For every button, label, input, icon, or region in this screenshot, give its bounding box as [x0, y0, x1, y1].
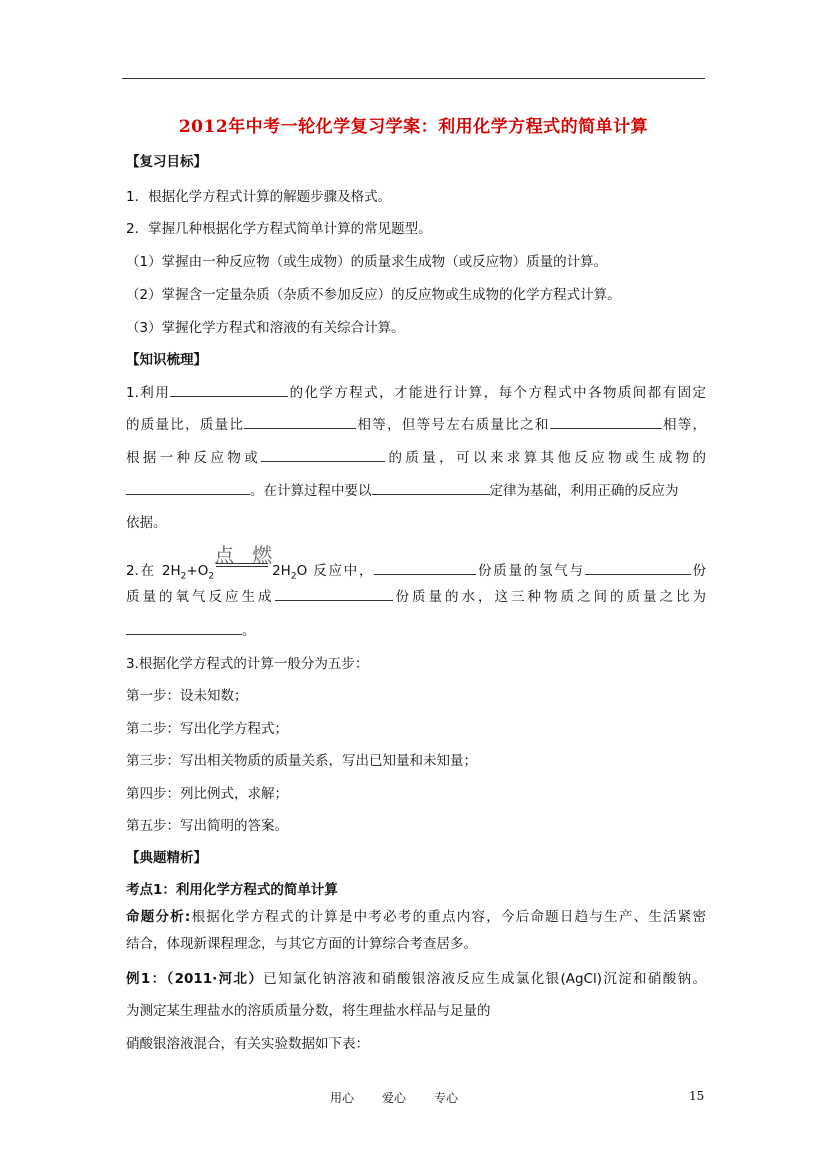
- kaodian-title: 考点1：利用化学方程式的简单计算: [126, 882, 338, 898]
- knowledge-2-line-2: [126, 585, 706, 605]
- fill-blank[interactable]: [126, 482, 250, 495]
- fill-blank[interactable]: [244, 416, 356, 429]
- step-item: 第二步：写出化学方程式；: [126, 721, 288, 737]
- fill-blank[interactable]: [550, 416, 662, 429]
- text: 质量的氧气反应生成: [126, 589, 275, 605]
- example1-label: 例1：（2011·河北）: [126, 971, 264, 987]
- text: 1.利用: [126, 385, 171, 401]
- knowledge-1-line-5: 依据。: [126, 515, 167, 531]
- text: 份质量的水，这三种物质之间的质量之比为: [392, 589, 706, 605]
- example1-line-1: [126, 967, 706, 987]
- text: 反应中，: [307, 563, 375, 579]
- knowledge-1-line-3: [126, 446, 706, 466]
- section-heading-examples: 【典题精析】: [126, 850, 207, 866]
- example1-line-3: 硝酸银溶液混合，有关实验数据如下表：: [126, 1036, 369, 1052]
- steps-intro: 3.根据化学方程式的计算一般分为五步：: [126, 656, 369, 672]
- motto-word: 专心: [434, 1091, 459, 1105]
- step-item: 第五步：写出简明的答案。: [126, 818, 288, 834]
- page-title: 2012年中考一轮化学复习学案：利用化学方程式的简单计算: [178, 117, 649, 137]
- step-item: 第三步：写出相关物质的质量关系，写出已知量和未知量；: [126, 753, 477, 769]
- footer-motto: [330, 1089, 486, 1106]
- fill-blank[interactable]: [126, 622, 242, 635]
- goal-item: 1．根据化学方程式计算的解题步骤及格式。: [126, 189, 392, 205]
- knowledge-2-line-1: [126, 543, 706, 582]
- section-heading-goals: 【复习目标】: [126, 154, 207, 170]
- section-heading-knowledge: 【知识梳理】: [126, 352, 207, 368]
- fill-blank[interactable]: [275, 588, 393, 601]
- goal-item: （2）掌握含一定量杂质（杂质不参加反应）的反应物或生成物的化学方程式计算。: [126, 287, 621, 303]
- analysis-line-2: 结合，体现新课程理念，与其它方面的计算综合考查居多。: [126, 936, 477, 952]
- goal-item: 2．掌握几种根据化学方程式简单计算的常见题型。: [126, 221, 432, 237]
- equation-rhs: $2H_2O$: [272, 563, 308, 582]
- condition-ignite: 点燃: [214, 543, 273, 567]
- text: 份: [690, 563, 706, 579]
- knowledge-1-line-4: [126, 479, 706, 499]
- motto-word: 爱心: [382, 1091, 407, 1105]
- fill-blank[interactable]: [374, 562, 476, 575]
- text: 。在计算过程中要以: [250, 483, 372, 499]
- equation-lhs: 2.在 $2H_2+O_2$: [126, 563, 215, 582]
- analysis-line-1: [126, 905, 706, 925]
- fill-blank[interactable]: [585, 562, 691, 575]
- knowledge-1-line-2: [126, 413, 706, 433]
- analysis-label: 命题分析:: [126, 909, 191, 925]
- motto-word: 用心: [330, 1091, 355, 1105]
- text: 份质量的氢气与: [476, 563, 585, 579]
- text: 的质量比，质量比: [126, 417, 245, 433]
- text: 的质量，可以来求算其他反应物或生成物的: [385, 450, 707, 466]
- text: 根据一种反应物或: [126, 450, 262, 466]
- text: 已知氯化钠溶液和硝酸银溶液反应生成氯化银(AgCl)沉淀和硝酸钠。: [263, 971, 706, 987]
- text: 相等，但等号左右质量比之和: [356, 417, 550, 433]
- fill-blank[interactable]: [372, 482, 490, 495]
- fill-blank[interactable]: [261, 449, 385, 462]
- knowledge-1-line-1: [126, 381, 706, 401]
- header-rule: [122, 78, 705, 79]
- step-item: 第一步：设未知数；: [126, 688, 248, 704]
- reaction-arrow: [214, 543, 273, 575]
- text: 。: [242, 623, 256, 639]
- step-item: 第四步：列比例式，求解；: [126, 786, 288, 802]
- goal-item: （3）掌握化学方程式和溶液的有关综合计算。: [126, 320, 405, 336]
- page-number: 15: [689, 1089, 705, 1103]
- text: 定律为基础，利用正确的反应为: [489, 483, 679, 499]
- text: 相等，: [661, 417, 707, 433]
- fill-blank[interactable]: [170, 384, 288, 397]
- goal-item: （1）掌握由一种反应物（或生成物）的质量求生成物（或反应物）质量的计算。: [126, 254, 608, 270]
- knowledge-2-line-3: [126, 619, 706, 639]
- text: 根据化学方程式的计算是中考必考的重点内容，今后命题日趋与生产、生活紧密: [190, 909, 707, 925]
- example1-line-2: 为测定某生理盐水的溶质质量分数，将生理盐水样品与足量的: [126, 1003, 491, 1019]
- text: 的化学方程式，才能进行计算，每个方程式中各物质间都有固定: [288, 385, 706, 401]
